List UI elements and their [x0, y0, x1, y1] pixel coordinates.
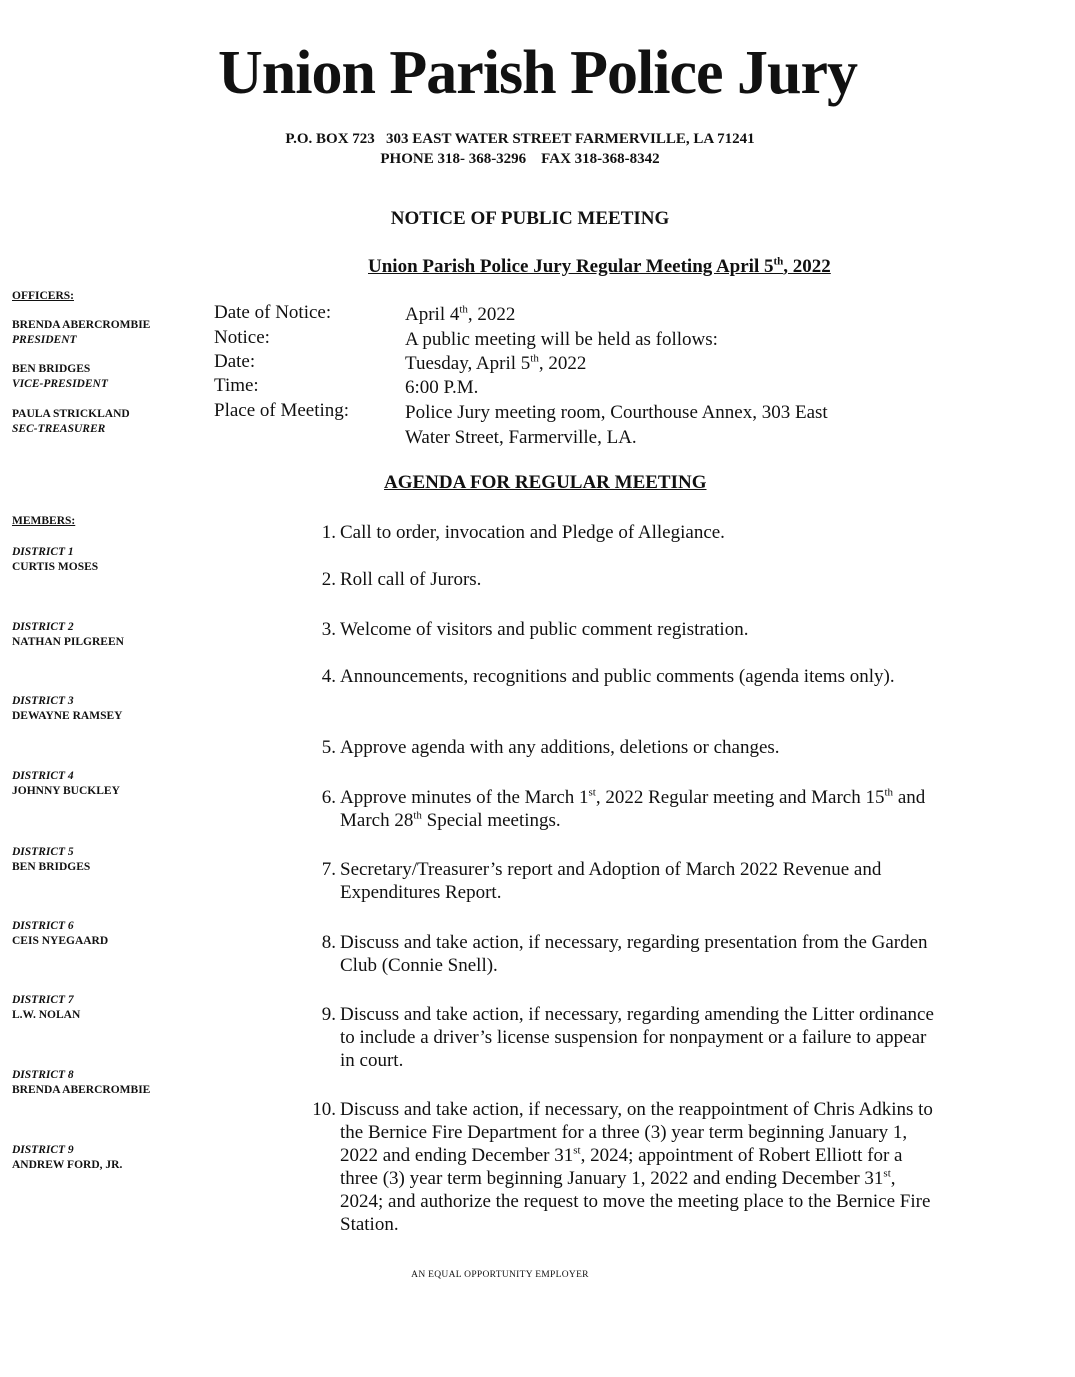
agenda-item-text: Discuss and take action, if necessary, on the reappointment of Chris Adkins to the Bernice Fire Department for a three (3) year term beginning January 1, 2022 and ending December 31st, 2024; appointment of Robert Elliott for a three (3) year term beginning January 1, 2022 and ending December 31st, 2024; and authorize the request to move the meeting place to the Bernice Fire Station.	[340, 1099, 933, 1235]
agenda-item-number: 3.	[321, 619, 336, 640]
notice-label: Notice:	[214, 327, 270, 348]
agenda-item-number: 7.	[321, 859, 336, 880]
place-label: Place of Meeting:	[214, 400, 350, 421]
member-district: DISTRICT 9	[12, 1144, 74, 1156]
officer-role: PRESIDENT	[12, 334, 77, 346]
agenda-item-number: 5.	[321, 737, 336, 758]
agenda-item-text: Call to order, invocation and Pledge of Allegiance.	[340, 522, 725, 543]
member-district: DISTRICT 5	[12, 846, 74, 858]
agenda-item-text: Approve minutes of the March 1st, 2022 Regular meeting and March 15th and March 28th Special meetings.	[340, 786, 926, 831]
member-name: NATHAN PILGREEN	[12, 636, 124, 648]
place-value: Police Jury meeting room, Courthouse Annex, 303 East Water Street, Farmerville, LA.	[405, 402, 828, 448]
footer-text: AN EQUAL OPPORTUNITY EMPLOYER	[411, 1270, 589, 1280]
notice-title: NOTICE OF PUBLIC MEETING	[390, 208, 670, 229]
officer-name: PAULA STRICKLAND	[12, 408, 130, 420]
member-district: DISTRICT 2	[12, 621, 74, 633]
officer-role: VICE-PRESIDENT	[12, 378, 108, 390]
officer-name: BEN BRIDGES	[12, 363, 91, 375]
member-entry	[12, 1068, 150, 1098]
member-entry	[12, 620, 124, 650]
member-name: BEN BRIDGES	[12, 861, 91, 873]
officer-entry	[12, 318, 150, 348]
agenda-item-number: 9.	[321, 1004, 336, 1025]
date-of-notice-value: April 4th, 2022	[405, 303, 516, 325]
member-name: CEIS NYEGAARD	[12, 935, 109, 947]
member-name: BRENDA ABERCROMBIE	[12, 1084, 151, 1096]
time-label: Time:	[214, 375, 259, 396]
member-entry	[12, 545, 98, 575]
agenda-title: AGENDA FOR REGULAR MEETING	[384, 472, 707, 493]
agenda-item-number: 6.	[321, 787, 336, 808]
time-value: 6:00 P.M.	[405, 377, 479, 398]
member-entry	[12, 993, 80, 1023]
date-label: Date:	[214, 351, 256, 372]
agenda-item-text: Discuss and take action, if necessary, regarding presentation from the Garden Club (Connie Snell).	[340, 932, 928, 976]
member-name: JOHNNY BUCKLEY	[12, 785, 120, 797]
notice-value: A public meeting will be held as follows:	[405, 329, 718, 350]
officer-name: BRENDA ABERCROMBIE	[12, 319, 151, 331]
phone-fax-line: PHONE 318- 368-3296 FAX 318-368-8342	[380, 151, 660, 167]
agenda-item-number: 2.	[321, 569, 336, 590]
officer-entry	[12, 407, 130, 437]
agenda-item-text: Secretary/Treasurer’s report and Adoption of March 2022 Revenue and Expenditures Report.	[340, 859, 882, 903]
member-name: DEWAYNE RAMSEY	[12, 710, 123, 722]
letterhead-title: Union Parish Police Jury	[217, 39, 858, 107]
member-name: ANDREW FORD, JR.	[12, 1159, 123, 1171]
date-of-notice-label: Date of Notice:	[214, 302, 332, 323]
member-district: DISTRICT 4	[12, 770, 74, 782]
member-district: DISTRICT 3	[12, 695, 74, 707]
officer-entry	[12, 362, 108, 392]
member-entry	[12, 694, 122, 724]
member-entry	[12, 845, 90, 875]
member-district: DISTRICT 1	[12, 546, 74, 558]
member-name: L.W. NOLAN	[12, 1009, 81, 1021]
members-heading: MEMBERS:	[12, 515, 76, 527]
member-name: CURTIS MOSES	[12, 561, 99, 573]
member-entry	[12, 1143, 122, 1173]
date-value: Tuesday, April 5th, 2022	[405, 352, 587, 374]
member-district: DISTRICT 8	[12, 1069, 74, 1081]
agenda-item-text: Approve agenda with any additions, deletions or changes.	[340, 737, 780, 758]
agenda-item-number: 10.	[312, 1099, 336, 1120]
agenda-item-number: 1.	[321, 522, 336, 543]
agenda-item-text: Roll call of Jurors.	[340, 569, 482, 590]
member-entry	[12, 769, 120, 799]
member-district: DISTRICT 6	[12, 920, 74, 932]
address-line: P.O. BOX 723 303 EAST WATER STREET FARMERVILLE, LA 71241	[285, 131, 755, 147]
officers-heading: OFFICERS:	[12, 290, 74, 302]
agenda-item-text: Announcements, recognitions and public comments (agenda items only).	[340, 666, 895, 687]
meeting-title: Union Parish Police Jury Regular Meeting April 5th, 2022	[368, 255, 831, 277]
agenda-item-number: 4.	[321, 666, 336, 687]
member-district: DISTRICT 7	[12, 994, 74, 1006]
member-entry	[12, 919, 108, 949]
agenda-item-text: Welcome of visitors and public comment registration.	[340, 619, 749, 640]
officer-role: SEC-TREASURER	[12, 423, 106, 435]
agenda-item-text: Discuss and take action, if necessary, regarding amending the Litter ordinance to include a driver’s license suspension for nonpayment or a failure to appear in court.	[340, 1004, 934, 1071]
agenda-item-number: 8.	[321, 932, 336, 953]
